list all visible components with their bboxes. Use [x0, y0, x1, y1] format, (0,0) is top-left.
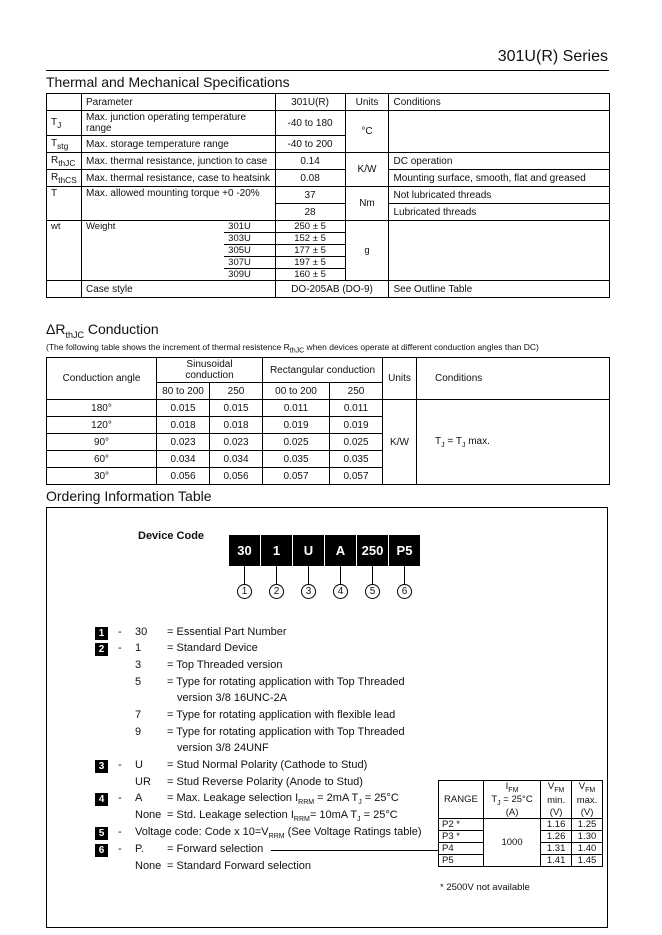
th-units: Units — [345, 94, 389, 111]
angle-cell: 60° — [47, 451, 157, 468]
th-model: 301U(R) — [275, 94, 345, 111]
range-cell: P4 — [439, 842, 484, 854]
item-desc: = Essential Part Number — [167, 626, 287, 638]
value-cell: 0.025 — [263, 434, 330, 451]
connector-line — [340, 566, 341, 584]
table-row — [439, 818, 603, 830]
rcs-label: Max. thermal resistance, case to heatsink — [81, 170, 275, 187]
item-desc: version 3/8 16UNC-2A — [177, 692, 288, 704]
rcs-cond: Mounting surface, smooth, flat and greased — [389, 170, 610, 187]
value-cell: 0.035 — [330, 451, 383, 468]
item-code: 30 — [135, 626, 148, 638]
th-vfm-max — [572, 781, 603, 794]
row-rthjc — [47, 153, 610, 170]
callout-circle: 3 — [301, 584, 316, 599]
max-cell: 1.40 — [572, 842, 603, 854]
item-number: 4 — [95, 793, 108, 806]
value-cell: 0.015 — [210, 400, 263, 417]
cond-part: = T — [444, 435, 462, 447]
item-code: U — [135, 759, 143, 771]
value-cell: 0.019 — [263, 417, 330, 434]
current-cell: 1000 — [483, 818, 540, 866]
device-code-label: Device Code — [138, 530, 205, 542]
range-table — [438, 780, 603, 867]
value-cell: 0.011 — [330, 400, 383, 417]
weight-value: 152 ± 5 — [275, 233, 345, 245]
value-cell: 0.057 — [330, 468, 383, 485]
symbol: R — [51, 171, 59, 183]
th-units: Units — [383, 358, 417, 400]
tj-label: Max. junction operating temperature range — [81, 111, 275, 136]
cond-part: max. — [465, 435, 490, 447]
th-volt: (V) — [572, 807, 603, 819]
row-weight — [47, 221, 610, 233]
note-sub: thJC — [289, 347, 305, 355]
item-number: 6 — [95, 844, 108, 857]
kw-unit: K/W — [345, 153, 389, 187]
unit-cell: K/W — [383, 400, 417, 485]
cond-cell — [417, 400, 610, 485]
case-blank — [47, 281, 82, 298]
desc-part: = 10mA T — [309, 809, 358, 821]
value-cell: 0.018 — [157, 417, 210, 434]
desc-part: = 25°C — [361, 792, 399, 804]
th-rectangular: Rectangular conduction — [263, 358, 383, 383]
weight-value: 160 ± 5 — [275, 269, 345, 281]
callout-circle: 2 — [269, 584, 284, 599]
item-desc — [135, 826, 422, 840]
callout-circle: 5 — [365, 584, 380, 599]
desc-part: = Std. Leakage selection I — [167, 809, 294, 821]
code-box: 1 — [261, 535, 292, 566]
item-desc: = Stud Normal Polarity (Cathode to Stud) — [167, 759, 368, 771]
rjc-value: 0.14 — [275, 153, 345, 170]
weight-label: Weight — [81, 221, 224, 281]
item-desc: = Type for rotating application with Top Threaded — [167, 676, 405, 688]
value-cell: 0.035 — [263, 451, 330, 468]
value-cell: 0.056 — [210, 468, 263, 485]
conduction-table — [46, 357, 610, 485]
item-number: 3 — [95, 760, 108, 773]
item-dash: - — [118, 759, 122, 771]
title-part: ΔR — [46, 321, 66, 337]
cond-sub: J — [441, 441, 445, 449]
item-number: 2 — [95, 643, 108, 656]
max-cell: 1.25 — [572, 818, 603, 830]
item-desc: = Type for rotating application with Top Threaded — [167, 726, 405, 738]
item-dash: - — [118, 826, 122, 838]
range-footnote: * 2500V not available — [440, 882, 530, 893]
desc-part: = 2mA T — [314, 792, 359, 804]
symbol-sub: stg — [57, 140, 69, 151]
ordering-title: Ordering Information Table — [46, 488, 212, 504]
item-desc: = Standard Device — [167, 642, 258, 654]
item-desc: = Standard Forward selection — [167, 860, 311, 872]
desc-sub: RRM — [298, 799, 315, 807]
weight-value: 250 ± 5 — [275, 221, 345, 233]
angle-cell: 120° — [47, 417, 157, 434]
symbol-sub: J — [57, 119, 62, 130]
th-sinusoidal: Sinusoidal conduction — [157, 358, 263, 383]
connector-line — [276, 566, 277, 584]
leader-line — [271, 850, 439, 851]
code-box: P5 — [389, 535, 420, 566]
value-cell: 0.011 — [263, 400, 330, 417]
header-rule — [46, 70, 609, 71]
max-cell: 1.45 — [572, 854, 603, 866]
callout-circle: 6 — [397, 584, 412, 599]
torque-cond-1: Not lubricated threads — [389, 187, 610, 204]
item-desc: = Top Threaded version — [167, 659, 283, 671]
weight-model: 309U — [224, 269, 275, 281]
cond-sub: J — [461, 441, 466, 449]
th-tj — [483, 794, 540, 807]
value-cell: 0.023 — [157, 434, 210, 451]
item-code: None — [135, 860, 162, 872]
value-cell: 0.023 — [210, 434, 263, 451]
tj-value: -40 to 180 — [275, 111, 345, 136]
temp-unit: °C — [345, 111, 389, 153]
th-part: V — [578, 781, 586, 792]
item-code: UR — [135, 776, 151, 788]
desc-sub: J — [357, 816, 361, 824]
th-vfm-min — [541, 781, 572, 794]
item-number: 1 — [95, 627, 108, 640]
th-param: Parameter — [81, 94, 275, 111]
weight-value: 177 ± 5 — [275, 245, 345, 257]
th-conditions: Conditions — [417, 358, 610, 400]
note-part: when devices operate at different conduction angles than DC) — [304, 342, 539, 352]
item-code: A — [135, 792, 143, 804]
range-cell: P3 * — [439, 830, 484, 842]
case-cond: See Outline Table — [389, 281, 610, 298]
tstg-label: Max. storage temperature range — [81, 136, 275, 153]
desc-sub: RRM — [268, 833, 285, 841]
item-dash: - — [118, 792, 122, 804]
code-box: 30 — [229, 535, 260, 566]
value-cell: 0.015 — [157, 400, 210, 417]
row-case — [47, 281, 610, 298]
th-sub: 250 — [330, 383, 383, 400]
th-max: max. — [572, 794, 603, 807]
row-tj — [47, 111, 610, 136]
value-cell: 0.019 — [330, 417, 383, 434]
min-cell: 1.41 — [541, 854, 572, 866]
row-torque-1 — [47, 187, 610, 204]
weight-model: 305U — [224, 245, 275, 257]
torque-label: Max. allowed mounting torque +0 -20% — [81, 187, 275, 221]
g-unit: g — [345, 221, 389, 281]
rcs-value: 0.08 — [275, 170, 345, 187]
callout-circle: 4 — [333, 584, 348, 599]
torque-value-1: 37 — [275, 187, 345, 204]
th-part: V — [547, 781, 555, 792]
th-ifm — [483, 781, 540, 794]
item-dash: - — [118, 642, 122, 654]
angle-cell: 30° — [47, 468, 157, 485]
symbol-sub: thCS — [58, 174, 77, 185]
weight-model: 301U — [224, 221, 275, 233]
connector-line — [244, 566, 245, 584]
value-cell: 0.056 — [157, 468, 210, 485]
desc-sub: RRM — [293, 816, 310, 824]
weight-cond — [389, 221, 610, 281]
table-row — [47, 400, 610, 417]
weight-model: 303U — [224, 233, 275, 245]
desc-part: (See Voltage Ratings table) — [284, 826, 422, 838]
item-code: 3 — [135, 659, 142, 671]
min-cell: 1.16 — [541, 818, 572, 830]
conduction-title — [46, 321, 159, 340]
th-cond: Conditions — [389, 94, 610, 111]
thermal-title: Thermal and Mechanical Specifications — [46, 74, 290, 90]
th-sub: FM — [508, 786, 519, 794]
th-amp: (A) — [483, 807, 540, 819]
min-cell: 1.26 — [541, 830, 572, 842]
range-cell: P2 * — [439, 818, 484, 830]
angle-cell: 90° — [47, 434, 157, 451]
th-min: min. — [541, 794, 572, 807]
connector-line — [372, 566, 373, 584]
item-desc: = Type for rotating application with flexible lead — [167, 709, 396, 721]
desc-part: = Max. Leakage selection I — [167, 792, 299, 804]
th-sub: 80 to 200 — [157, 383, 210, 400]
temp-cond — [389, 111, 610, 153]
desc-sub: J — [358, 799, 362, 807]
series-title: 301U(R) Series — [497, 48, 608, 65]
item-code: None — [135, 809, 162, 821]
th-volt: (V) — [541, 807, 572, 819]
item-code: 1 — [135, 642, 142, 654]
torque-cond-2: Lubricated threads — [389, 204, 610, 221]
value-cell: 0.057 — [263, 468, 330, 485]
note-part: (The following table shows the increment of thermal resistence R — [46, 342, 290, 352]
callout-circle: 1 — [237, 584, 252, 599]
desc-part: = 25°C — [360, 809, 398, 821]
torque-symbol: T — [47, 187, 82, 221]
value-cell: 0.025 — [330, 434, 383, 451]
code-box: 250 — [357, 535, 388, 566]
th-angle: Conduction angle — [47, 358, 157, 400]
item-code: 9 — [135, 726, 142, 738]
torque-value-2: 28 — [275, 204, 345, 221]
item-desc: version 3/8 24UNF — [177, 742, 269, 754]
th-sub: 250 — [210, 383, 263, 400]
th-range: RANGE — [439, 781, 484, 819]
weight-value: 197 ± 5 — [275, 257, 345, 269]
code-box: A — [325, 535, 356, 566]
code-box: U — [293, 535, 324, 566]
desc-part: Voltage code: Code x 10=V — [135, 826, 269, 838]
th-blank — [47, 94, 82, 111]
case-value: DO-205AB (DO-9) — [275, 281, 389, 298]
symbol-sub: thJC — [58, 157, 76, 168]
conduction-note — [46, 342, 539, 355]
th-sub: 00 to 200 — [263, 383, 330, 400]
title-sub: thJC — [65, 329, 84, 340]
range-cell: P5 — [439, 854, 484, 866]
value-cell: 0.034 — [210, 451, 263, 468]
weight-model: 307U — [224, 257, 275, 269]
th-sub: FM — [585, 786, 596, 794]
symbol: T — [51, 116, 58, 128]
weight-symbol: wt — [47, 221, 82, 281]
nm-unit: Nm — [345, 187, 389, 221]
th-part: I — [505, 781, 509, 792]
symbol: T — [51, 137, 58, 149]
item-number: 5 — [95, 827, 108, 840]
item-desc: = Stud Reverse Polarity (Anode to Stud) — [167, 776, 363, 788]
th-part: = 25°C — [500, 793, 533, 805]
symbol: R — [51, 154, 59, 166]
angle-cell: 180° — [47, 400, 157, 417]
rjc-cond: DC operation — [389, 153, 610, 170]
value-cell: 0.034 — [157, 451, 210, 468]
th-sub: J — [497, 799, 501, 807]
item-desc: = Forward selection — [167, 843, 264, 855]
connector-line — [404, 566, 405, 584]
tstg-value: -40 to 200 — [275, 136, 345, 153]
item-code: 5 — [135, 676, 142, 688]
min-cell: 1.31 — [541, 842, 572, 854]
item-desc — [167, 809, 398, 823]
th-sub: FM — [554, 786, 565, 794]
item-dash: - — [118, 626, 122, 638]
item-code: P. — [135, 843, 144, 855]
row-rthcs — [47, 170, 610, 187]
th-part: T — [491, 793, 498, 805]
item-desc — [167, 792, 399, 806]
value-cell: 0.018 — [210, 417, 263, 434]
title-part: Conduction — [83, 321, 159, 337]
item-dash: - — [118, 843, 122, 855]
cond-part: T — [435, 435, 442, 447]
case-label: Case style — [81, 281, 275, 298]
item-code: 7 — [135, 709, 142, 721]
rjc-label: Max. thermal resistance, junction to case — [81, 153, 275, 170]
max-cell: 1.30 — [572, 830, 603, 842]
thermal-table — [46, 93, 610, 298]
connector-line — [308, 566, 309, 584]
